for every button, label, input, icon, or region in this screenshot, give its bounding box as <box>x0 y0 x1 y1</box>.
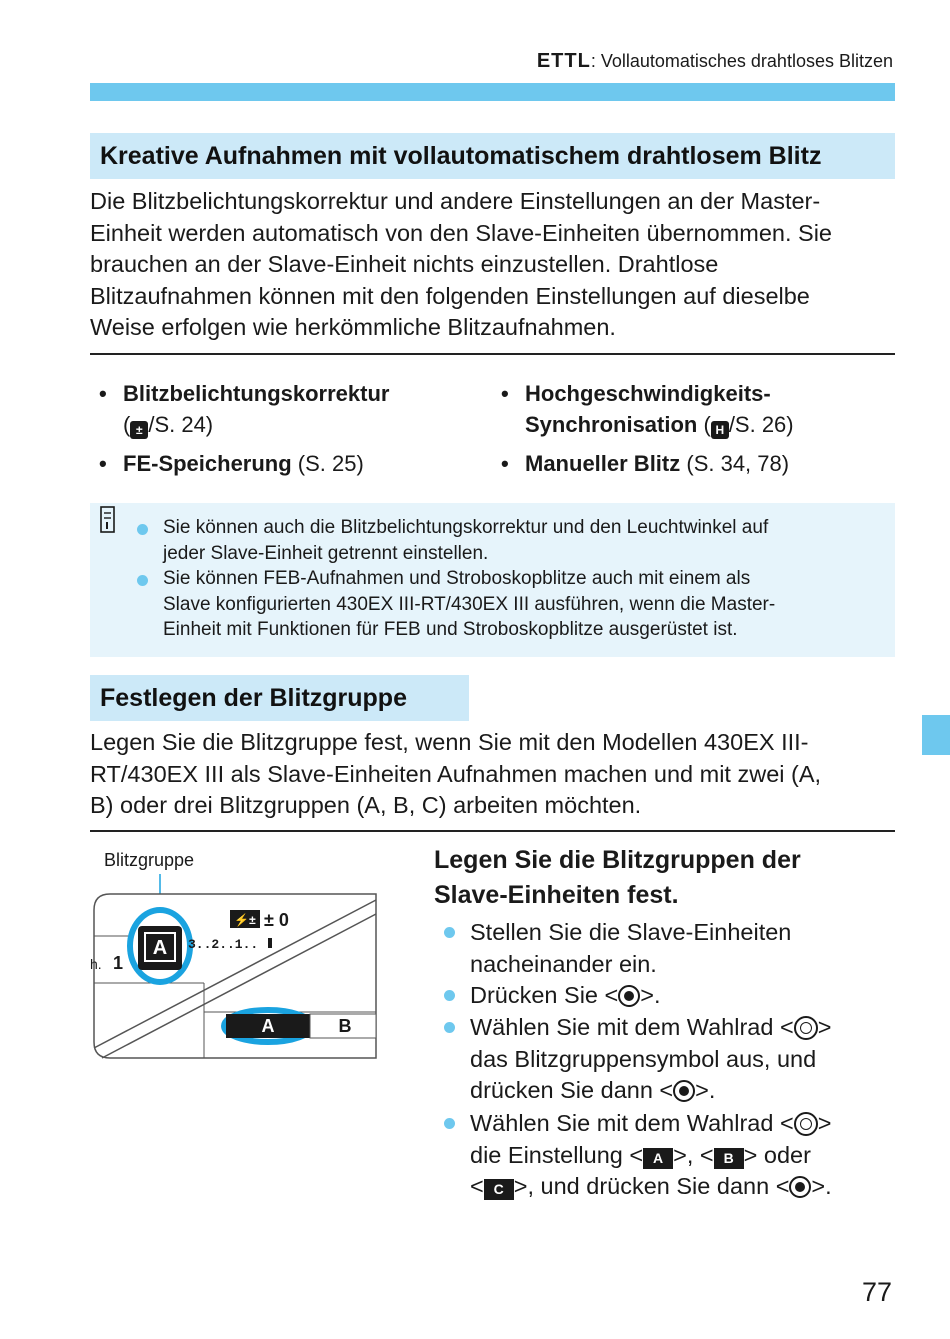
intro-line: brauchen an der Slave-Einheit nichts einzustellen. Drahtlose <box>90 251 719 277</box>
lcd-channel-value: 1 <box>113 953 124 973</box>
feature-item-fec <box>99 378 473 440</box>
intro-line: B) oder drei Blitzgruppen (A, B, C) arbeiten möchten. <box>90 792 642 818</box>
header-title-text: : Vollautomatisches drahtloses Blitzen <box>590 51 893 71</box>
lcd-option-b: B <box>338 1016 352 1036</box>
step-title-line: Slave-Einheiten fest. <box>434 881 679 909</box>
step-bullet <box>470 1012 890 1107</box>
step-title-line: Legen Sie die Blitzgruppen der <box>434 846 801 874</box>
bullet: • <box>501 381 509 406</box>
lcd-group-value: A <box>152 937 168 959</box>
step-text: Wählen Sie mit dem Wahlrad < <box>470 1110 794 1136</box>
intro-line: Legen Sie die Blitzgruppe fest, wenn Sie mit den Modellen 430EX III- <box>90 729 809 755</box>
step-text: >, < <box>673 1141 714 1168</box>
step-bullet <box>470 980 890 1012</box>
intro-line: Die Blitzbelichtungskorrektur und andere Einstellungen an der Master- <box>90 188 821 214</box>
feature-ref-prefix: ( <box>697 412 711 437</box>
group-b-icon: B <box>714 1148 744 1169</box>
step-title <box>434 843 894 913</box>
set-button-icon <box>618 985 640 1007</box>
svg-text:A: A <box>261 1016 275 1036</box>
svg-text:⚡±: ⚡± <box>234 913 256 927</box>
group-a-icon: A <box>643 1148 673 1169</box>
section1-intro <box>90 186 900 344</box>
step-line <box>470 1171 890 1203</box>
step-text: >. <box>640 982 661 1008</box>
feature-ref: /S. 26) <box>728 412 794 437</box>
feature-name: Hochgeschwindigkeits- <box>525 381 771 406</box>
step-text: >. <box>695 1077 716 1103</box>
group-c-icon: C <box>484 1179 514 1200</box>
lcd-channel-label: h. <box>90 956 102 972</box>
lcd-fec-value: ± 0 <box>264 910 289 930</box>
bullet: • <box>99 451 107 476</box>
feature-ref: /S. 24) <box>148 412 214 437</box>
step-text: drücken Sie dann < <box>470 1077 674 1103</box>
step-bullet <box>470 1108 890 1203</box>
intro-line: Einheit werden automatisch von den Slave-Einheiten übernommen. Sie <box>90 219 832 246</box>
section-title-creative-shooting: Kreative Aufnahmen mit vollautomatischem drahtlosem Blitz <box>90 133 895 179</box>
bullet <box>137 575 148 586</box>
bullet <box>444 927 455 938</box>
step-text: >. <box>811 1173 832 1199</box>
page-number: 77 <box>862 1277 893 1307</box>
feature-ref: (S. 34, 78) <box>680 451 790 476</box>
section-title-flash-group: Festlegen der Blitzgruppe <box>90 675 469 721</box>
step-text: Drücken Sie < <box>470 982 619 1008</box>
step-line: Stellen Sie die Slave-Einheiten <box>470 919 792 945</box>
intro-line: RT/430EX III als Slave-Einheiten Aufnahmen machen und mit zwei (A, <box>90 760 822 787</box>
header-mode: ETTL <box>536 50 591 72</box>
section2-intro <box>90 727 900 822</box>
note-line: Einheit mit Funktionen für FEB und Stroboskopblitze ausgerüstet ist. <box>163 619 738 640</box>
bullet <box>137 524 148 535</box>
running-header <box>537 50 893 73</box>
select-dial-icon <box>794 1016 818 1040</box>
note-line: Slave konfigurierten 430EX III-RT/430EX III ausführen, wenn die Master- <box>163 593 776 615</box>
step-line: nacheinander ein. <box>470 950 657 977</box>
set-button-icon <box>673 1080 695 1102</box>
feature-item-fe-lock <box>99 448 473 479</box>
step-text: Wählen Sie mit dem Wahlrad < <box>470 1014 794 1040</box>
note-item <box>163 515 888 566</box>
step-line <box>470 1108 890 1140</box>
feature-ref-prefix: ( <box>123 412 131 437</box>
note-line: Sie können FEB-Aufnahmen und Stroboskopblitze auch mit einem als <box>163 568 751 589</box>
feature-item-hss <box>501 378 885 440</box>
step-text: < <box>470 1173 484 1199</box>
bullet <box>444 1118 455 1129</box>
header-bar <box>90 83 895 101</box>
step-line <box>470 1140 890 1172</box>
step-line <box>470 1012 890 1044</box>
feature-name: FE-Speicherung <box>123 451 292 476</box>
feature-name: Synchronisation <box>525 412 698 437</box>
bullet <box>444 1022 455 1033</box>
bullet: • <box>501 451 509 476</box>
set-button-icon <box>789 1176 811 1198</box>
note-line: Sie können auch die Blitzbelichtungskorrektur und den Leuchtwinkel auf <box>163 517 769 538</box>
step-text: > <box>817 1014 832 1040</box>
intro-line: Weise erfolgen wie herkömmliche Blitzaufnahmen. <box>90 314 616 340</box>
feature-ref: (S. 25) <box>291 451 364 476</box>
callout-label: Blitzgruppe <box>104 850 195 870</box>
step-text: > oder <box>743 1141 811 1168</box>
chapter-tab <box>922 715 950 755</box>
note-item <box>163 566 888 643</box>
divider <box>90 353 895 355</box>
step-text: >, und drücken Sie dann < <box>513 1173 790 1199</box>
step-line <box>470 980 890 1012</box>
feature-name: Manueller Blitz <box>525 451 681 476</box>
select-dial-icon <box>794 1112 818 1136</box>
step-bullet <box>470 917 890 980</box>
high-speed-sync-icon: H <box>711 421 729 439</box>
divider <box>90 830 895 832</box>
step-text: die Einstellung < <box>470 1141 644 1168</box>
lcd-panel-illustration <box>80 870 390 1070</box>
step-line <box>470 1075 890 1107</box>
flash-exposure-compensation-icon: ± <box>130 421 148 439</box>
feature-item-manual <box>501 448 885 479</box>
bullet <box>444 990 455 1001</box>
intro-line: Blitzaufnahmen können mit den folgenden Einstellungen auf dieselbe <box>90 282 810 309</box>
step-line: das Blitzgruppensymbol aus, und <box>470 1045 817 1072</box>
step-text: > <box>817 1110 832 1136</box>
memo-icon <box>100 506 115 533</box>
lcd-exposure-scale: 3..2..1.. <box>188 937 259 952</box>
bullet: • <box>99 381 107 406</box>
feature-name: Blitzbelichtungskorrektur <box>123 381 390 406</box>
note-line: jeder Slave-Einheit getrennt einstellen. <box>163 542 489 564</box>
